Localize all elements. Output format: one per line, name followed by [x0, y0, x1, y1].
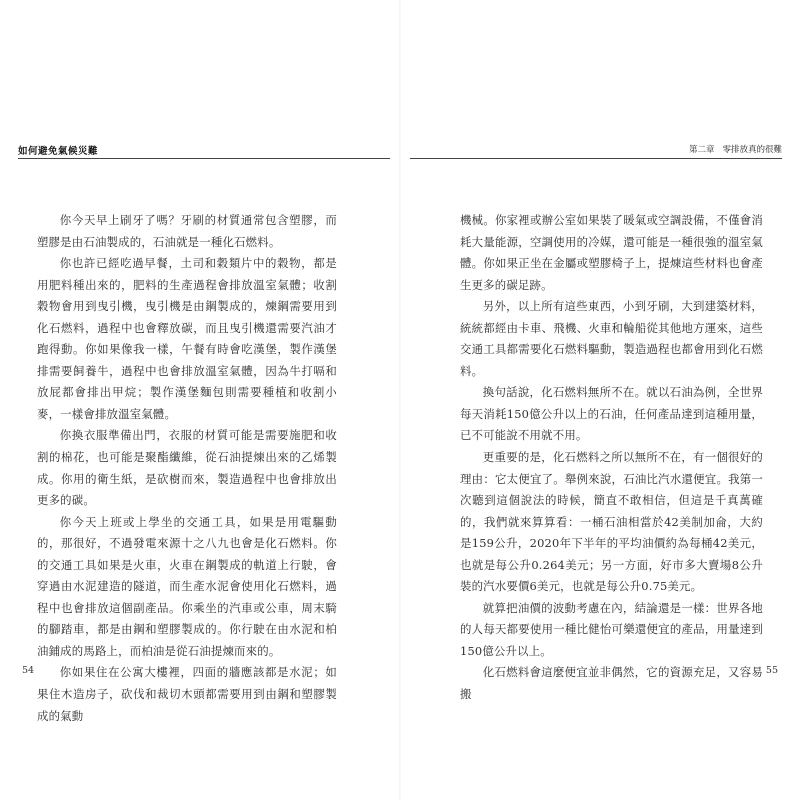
- paragraph: 另外，以上所有這些東西，小到牙刷，大到建築材料，統統都經由卡車、飛機、火車和輪船從其他地方運來，這些交通工具都需要化石燃料驅動，製造過程也都會用到化石燃料。: [460, 299, 763, 378]
- right-running-head: [689, 143, 782, 155]
- paragraph: 你如果住在公寓大樓裡，四面的牆應該都是水泥；如果住木造房子，砍伐和裁切木頭都需要用到由鋼和塑膠製成的氣動: [37, 665, 337, 723]
- right-page-number: 55: [765, 665, 778, 676]
- left-running-head: 如何避免氣候災難: [18, 146, 99, 157]
- paragraph: 機械。你家裡或辦公室如果裝了暖氣或空調設備，不僅會消耗大量能源，空調使用的冷媒，還可能是一種很強的溫室氣體。你如果正坐在金屬或塑膠椅子上，提煉這些材料也會產生更多的碳足跡。: [460, 213, 763, 292]
- paragraph: 換句話說，化石燃料無所不在。就以石油為例，全世界每天消耗150億公升以上的石油，任何產品達到這種用量，已不可能說不用就不用。: [460, 385, 763, 443]
- right-header-rule: [410, 158, 782, 159]
- paragraph: 化石燃料會這麼便宜並非偶然，它的資源充足，又容易搬: [460, 665, 763, 702]
- paragraph: 更重要的是，化石燃料之所以無所不在，有一個很好的理由：它太便宜了。舉例來說，石油比汽水還便宜。我第一次聽到這個說法的時候，簡直不敢相信，但這是千真萬確的，我們就來算算看：一桶石油相當於42美制加侖，大約是159公升，2020年下半年的平均油價約為每桶42美元，也就是每公升0.264美元；另一方面，好市多大賣場8公升裝的汽水要價6美元，也就是每公升0.75美元。: [460, 450, 763, 594]
- book-gutter: [399, 0, 401, 800]
- right-page-body: [460, 210, 763, 706]
- paragraph: 你今天上班或上學坐的交通工具，如果是用電驅動的，那很好，不過發電來源十之八九也會是化石燃料。你的交通工具如果是火車，火車在鋼製成的軌道上行駛，會穿過由水泥建造的隧道，而生產水泥會使用化石燃料，過程中也會排放這個副產品。你乘坐的汽車或公車，周末騎的腳踏車，都是由鋼和塑膠製成的。你行駛在由水泥和柏油鋪成的馬路上，而柏油是從石油提煉而來的。: [37, 514, 337, 658]
- left-header-rule: [18, 158, 390, 159]
- chapter-title: 零排放真的很難: [722, 145, 782, 155]
- left-page-number: 54: [22, 665, 35, 676]
- chapter-label: 第二章: [688, 145, 715, 155]
- paragraph: 就算把油價的波動考慮在內，結論還是一樣：世界各地的人每天都要使用一種比健怡可樂還便宜的產品，用量達到150億公升以上。: [460, 600, 763, 658]
- paragraph: 你今天早上刷牙了嗎？牙刷的材質通常包含塑膠，而塑膠是由石油製成的，石油就是一種化石燃料。: [37, 213, 337, 249]
- paragraph: 你換衣服準備出門，衣服的材質可能是需要施肥和收割的棉花，也可能是聚酯纖維，從石油提煉出來的乙烯製成。你用的衛生紙，是砍樹而來，製造過程中也會排放出更多的碳。: [37, 428, 337, 508]
- left-page-body: [37, 210, 337, 727]
- paragraph: 你也許已經吃過早餐，土司和穀類片中的穀物，都是用肥料種出來的，肥料的生產過程會排放溫室氣體；收割穀物會用到曳引機，曳引機是由鋼製成的，煉鋼需要用到化石燃料，過程中也會釋放碳，而且曳引機還需要汽油才跑得動。你如果像我一樣，午餐有時會吃漢堡，製作漢堡排需要飼養牛，過程中也會排放溫室氣體，因為牛打嗝和放屁都會排出甲烷；製作漢堡麵包則需要種植和收割小麥，一樣會排放溫室氣體。: [37, 256, 337, 421]
